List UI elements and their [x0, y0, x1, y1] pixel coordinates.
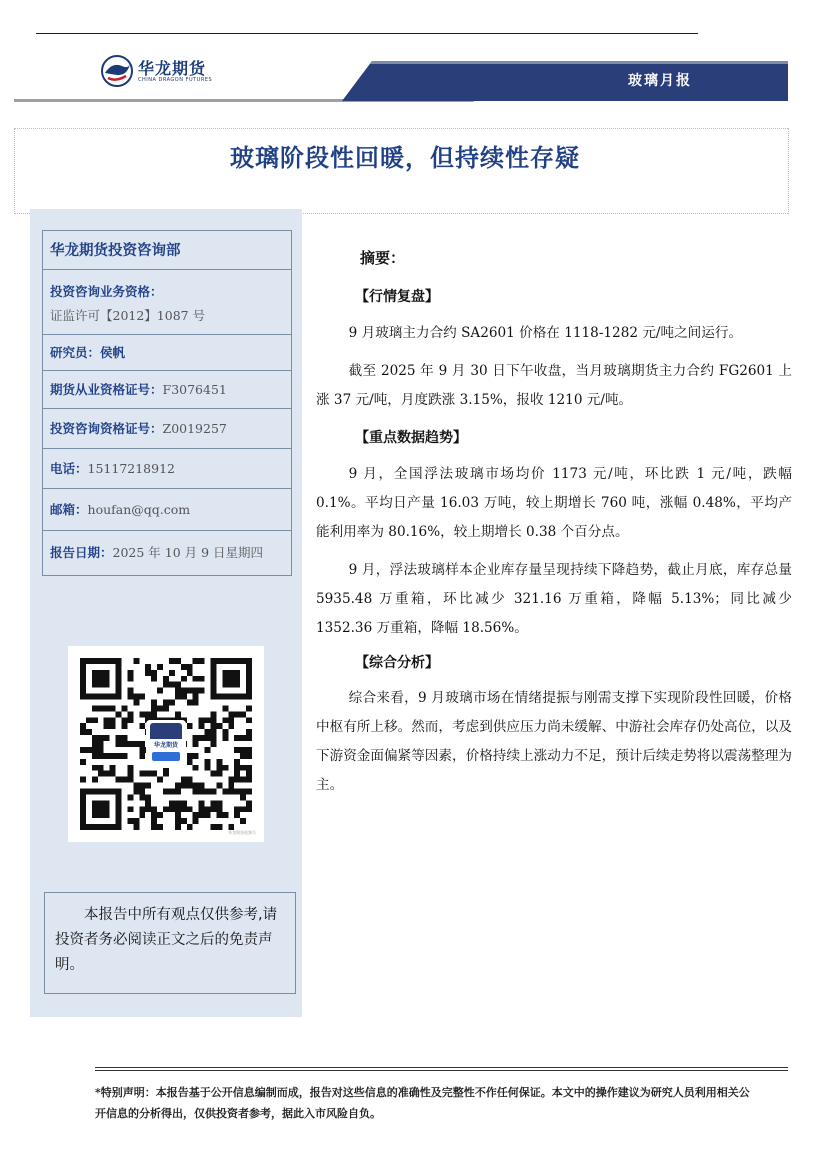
qualification-row — [43, 270, 291, 335]
qr-code-card — [68, 646, 264, 842]
qualification-label: 投资咨询业务资格： — [50, 284, 163, 299]
sidebar-disclaimer-box — [44, 892, 296, 994]
key-data-para-1: 9 月，全国浮法玻璃市场均价 1173 元/吨，环比跌 1 元/吨，跌幅 0.1%。平均日产量 16.03 万吨，较上期增长 760 吨，涨幅 0.48%，平均产能利用率为 80.16%，较上期增长 0.38 个百分点。 — [316, 466, 792, 540]
consult-cert-value: Z0019257 — [162, 421, 227, 436]
analysis-para-1: 综合来看，9 月玻璃市场在情绪提振与刚需支撑下实现阶段性回暖，价格中枢有所上移。然而，考虑到供应压力尚未缓解、中游社会库存仍处高位，以及下游资金面偏紧等因素，价格持续上涨动力不足，预计后续走势将以震荡整理为主。 — [316, 690, 792, 793]
consult-cert-row — [43, 409, 291, 449]
qr-logo-brand: 华龙期货 — [153, 742, 178, 749]
abstract-heading: 摘要： — [360, 249, 406, 267]
analyst-info-box — [42, 230, 292, 576]
phone-label: 电话： — [50, 461, 88, 476]
company-logo — [100, 52, 220, 92]
department-name: 华龙期货投资咨询部 — [50, 242, 181, 259]
market-review-para-2: 截至 2025 年 9 月 30 日下午收盘，当月玻璃期货主力合约 FG2601 上涨 37 元/吨，月度跌涨 3.15%，报收 1210 元/吨。 — [316, 363, 792, 408]
section-key-data-title: 【重点数据趋势】 — [355, 430, 467, 446]
report-date-label: 报告日期： — [50, 545, 113, 560]
report-type-banner — [342, 61, 788, 101]
futures-cert-value: F3076451 — [162, 382, 227, 397]
report-date-row — [43, 531, 291, 575]
researcher-label: 研究员： — [50, 345, 101, 360]
department-row — [43, 231, 291, 270]
top-rule — [36, 33, 698, 34]
phone-row — [43, 449, 291, 489]
title-frame-top — [14, 128, 788, 129]
sidebar-disclaimer-text: 本报告中所有观点仅供参考,请投资者务必阅读正文之后的免责声明。 — [55, 907, 278, 973]
email-value: houfan@qq.com — [87, 502, 191, 517]
report-type-label: 玻璃月报 — [628, 73, 692, 89]
email-label: 邮箱： — [50, 502, 88, 517]
dragon-logo-icon — [100, 54, 134, 88]
futures-cert-row — [43, 371, 291, 409]
phone-value: 15117218912 — [87, 461, 175, 476]
footer-rule-top — [95, 1067, 788, 1068]
section-analysis-title: 【综合分析】 — [355, 655, 439, 671]
market-review-para-1: 9 月玻璃主力合约 SA2601 价格在 1118-1282 元/吨之间运行。 — [348, 325, 743, 341]
researcher-row — [43, 335, 291, 371]
report-title: 玻璃阶段性回暖，但持续性存疑 — [230, 143, 580, 172]
qr-logo-mark-icon — [150, 723, 182, 739]
researcher-name: 侯帆 — [100, 345, 126, 360]
email-row — [43, 489, 291, 531]
section-market-review-title: 【行情复盘】 — [355, 289, 439, 305]
footer-rule-bottom — [95, 1070, 788, 1071]
footer-statement: *特别声明：本报告基于公开信息编制而成，报告对这些信息的准确性及完整性不作任何保证。本文中的操作建议为研究人员利用相关公开信息的分析得出，仅供投资者参考，据此入市风险自负。 — [95, 1086, 750, 1120]
logo-english-name: CHINA DRAGON FUTURES — [138, 77, 213, 83]
qr-logo-badge-icon — [152, 752, 180, 761]
qr-caption: 华龙期货视频号 — [228, 830, 256, 835]
logo-chinese-name: 华龙期货 — [138, 59, 207, 78]
report-date-value: 2025 年 10 月 9 日星期四 — [112, 545, 264, 560]
qualification-value: 证监许可【2012】1087 号 — [50, 308, 206, 323]
consult-cert-label: 投资咨询资格证号： — [50, 421, 163, 436]
key-data-para-2: 9 月，浮法玻璃样本企业库存量呈现持续下降趋势，截止月底，库存总量 5935.48 万重箱，环比减少 321.16 万重箱，降幅 5.13%；同比减少 1352.36 万重箱，降幅 18.56%。 — [316, 562, 792, 636]
futures-cert-label: 期货从业资格证号： — [50, 382, 163, 397]
qr-center-logo — [146, 720, 186, 768]
